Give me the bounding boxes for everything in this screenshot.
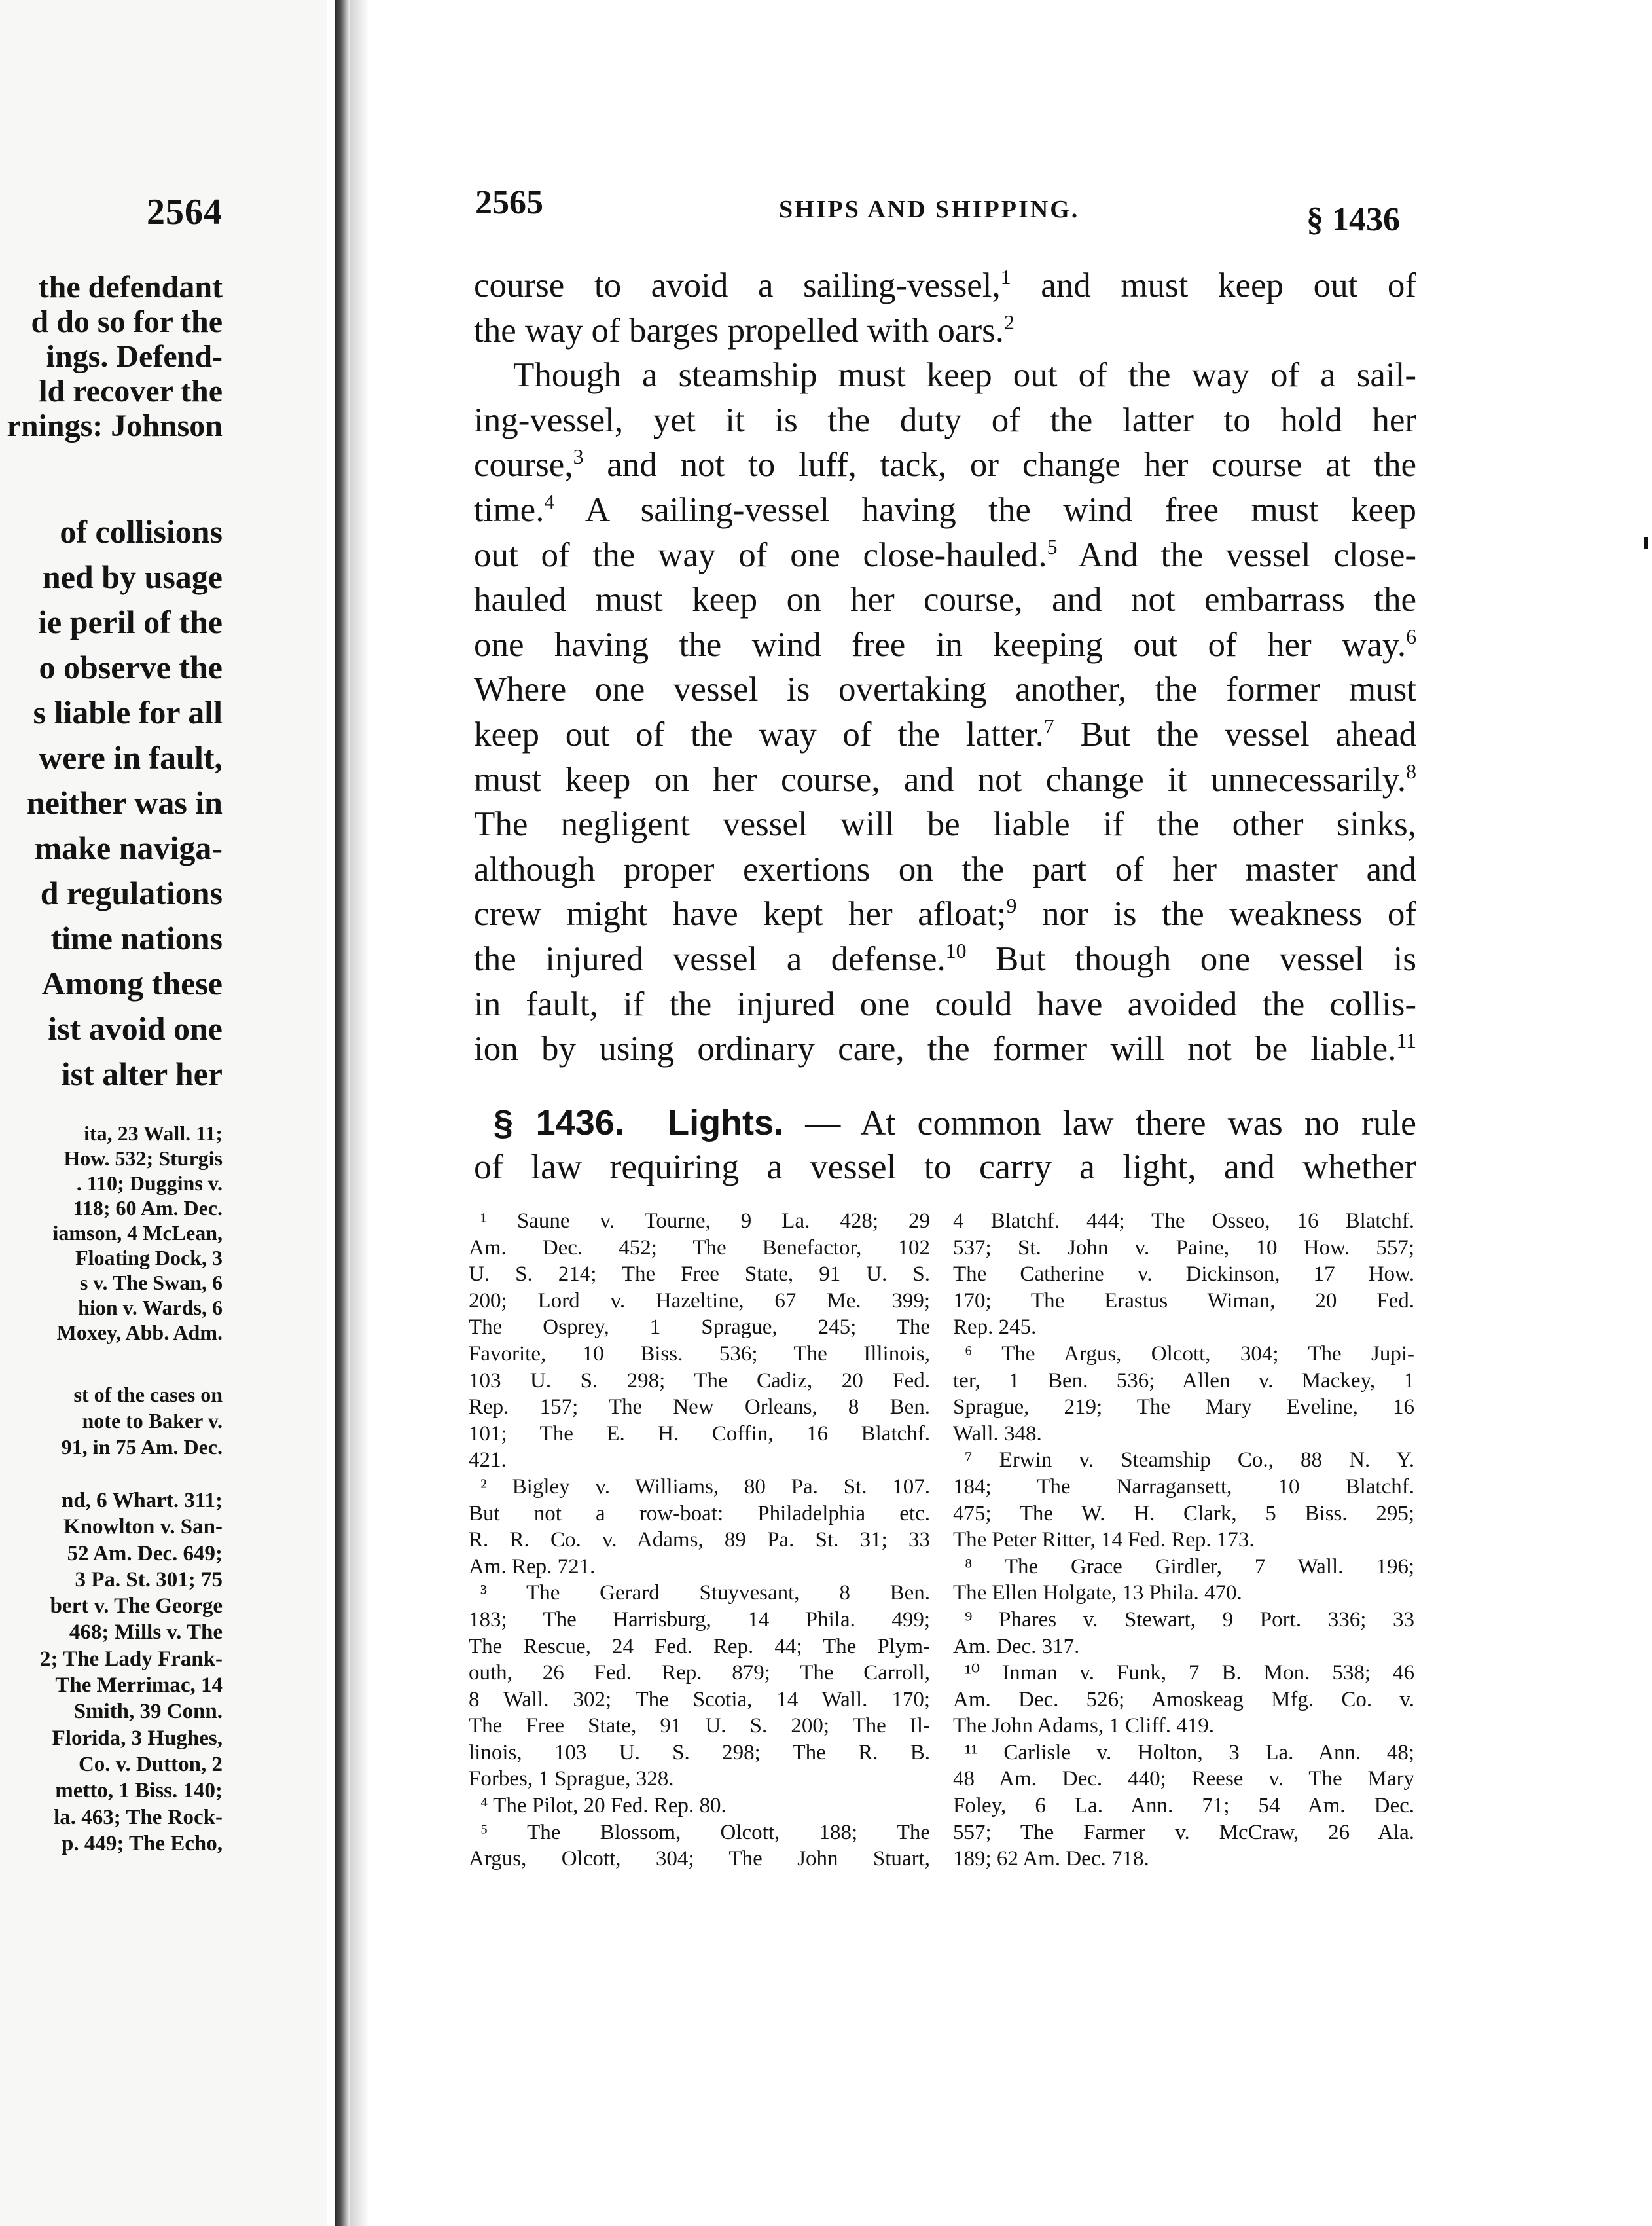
body-line [474, 847, 1416, 892]
body-line [474, 623, 1416, 668]
footnote-line: ² Bigley v. Williams, 80 Pa. St. 107. [480, 1474, 930, 1499]
footnotes-column-right [953, 1208, 1414, 1872]
footnote-line: Co. v. Dutton, 2 [78, 1752, 223, 1776]
footnote-line: ita, 23 Wall. 11; [84, 1122, 223, 1145]
footnote-line: ⁹ Phares v. Stewart, 9 Port. 336; 33 [965, 1607, 1414, 1632]
footnote-line: 2; The Lady Frank- [39, 1647, 223, 1671]
body-line [474, 398, 1416, 443]
body-line [474, 982, 1416, 1027]
left-upper-text [0, 270, 223, 443]
left-page-number: 2564 [147, 192, 223, 232]
body-line-text: course to avoid a sailing-vessel, [474, 266, 1001, 304]
footnote-line: Argus, Olcott, 304; The John Stuart, [469, 1847, 930, 1871]
section-symbol: § 1436. [494, 1103, 624, 1142]
text-line: were in fault, [39, 739, 223, 776]
footnote-line: 537; St. John v. Paine, 10 How. 557; [953, 1235, 1414, 1260]
page-shadow [350, 0, 369, 2226]
footnote-line: Wall. 348. [953, 1421, 1042, 1446]
body-line-rest: and must keep out of [1011, 266, 1416, 304]
footnote-line: Rep. 157; The New Orleans, 8 Ben. [469, 1395, 930, 1419]
left-footnotes-2 [0, 1381, 223, 1460]
body-line-text: time. [474, 490, 545, 529]
body-line-text: Where one vessel is overtaking another, the former must [474, 670, 1416, 709]
footnote-marker: 7 [1043, 714, 1054, 738]
body-text [474, 263, 1416, 1072]
footnote-line: st of the cases on [73, 1383, 223, 1406]
footnote-line: hion v. Wards, 6 [78, 1296, 223, 1319]
body-line-text: although proper exertions on the part of her master and [474, 850, 1416, 888]
footnote-line: metto, 1 Biss. 140; [55, 1779, 223, 1803]
footnote-line: outh, 26 Fed. Rep. 879; The Carroll, [469, 1661, 930, 1685]
footnote-line: 118; 60 Am. Dec. [73, 1196, 223, 1220]
body-line-text: hauled must keep on her course, and not embarrass the [474, 581, 1416, 619]
footnote-marker: 9 [1006, 894, 1017, 918]
footnote-line: The Osprey, 1 Sprague, 245; The [469, 1315, 930, 1340]
footnote-line: Favorite, 10 Biss. 536; The Illinois, [469, 1341, 930, 1366]
footnote-marker: 3 [573, 445, 584, 469]
footnote-line: la. 463; The Rock- [54, 1805, 223, 1829]
main-page [350, 0, 1652, 2226]
body-line-rest: A sailing-vessel having the wind free must keep [554, 490, 1416, 529]
body-line-text: keep out of the way of the latter. [474, 715, 1044, 754]
section-1436 [474, 1101, 1416, 1189]
section-reference: § 1436 [1306, 201, 1400, 238]
text-line: ist alter her [61, 1055, 223, 1092]
footnote-marker: 10 [945, 939, 967, 962]
footnote-line: ⁵ The Blossom, Olcott, 188; The [480, 1820, 930, 1844]
running-head: SHIPS AND SHIPPING. [779, 196, 1080, 223]
footnote-line: Floating Dock, 3 [75, 1246, 223, 1269]
body-line-text: ing-vessel, yet it is the duty of the latter to hold her [474, 401, 1416, 439]
body-line [474, 667, 1416, 712]
footnote-marker: 11 [1396, 1029, 1416, 1053]
footnote-line: note to Baker v. [82, 1409, 223, 1432]
text-line: d regulations [40, 875, 223, 911]
body-line [474, 1027, 1416, 1072]
footnote-line: 468; Mills v. The [69, 1620, 223, 1645]
body-line [474, 802, 1416, 847]
footnote-marker: 4 [544, 490, 555, 513]
footnote-line: How. 532; Sturgis [63, 1146, 223, 1170]
text-line: of collisions [60, 513, 223, 550]
body-line-text: the injured vessel a defense. [474, 940, 946, 978]
footnote-line: The Rescue, 24 Fed. Rep. 44; The Plym- [469, 1634, 930, 1658]
body-line-text: The negligent vessel will be liable if the other sinks, [474, 805, 1416, 844]
text-line: ned by usage [42, 558, 223, 595]
text-line: neither was in [26, 784, 223, 821]
footnote-line: Smith, 39 Conn. [73, 1700, 223, 1724]
footnote-line: Am. Rep. 721. [469, 1554, 596, 1578]
text-run: rnings: Johnson [7, 409, 223, 443]
body-line-rest: But though one vessel is [966, 940, 1416, 978]
body-line-text: must keep on her course, and not change it unnecessarily. [474, 760, 1407, 799]
footnote-line: 200; Lord v. Hazeltine, 67 Me. 399; [469, 1288, 930, 1313]
footnote-line: nd, 6 Whart. 311; [61, 1489, 223, 1512]
footnote-line: 189; 62 Am. Dec. 718. [953, 1847, 1149, 1871]
text-line: ist avoid one [48, 1010, 223, 1047]
body-line [474, 937, 1416, 982]
text-line: ings. Defend- [46, 339, 223, 374]
footnote-line: Sprague, 219; The Mary Eveline, 16 [953, 1395, 1414, 1419]
body-line [474, 712, 1416, 757]
text-line: o observe the [39, 649, 223, 685]
footnote-line: 8 Wall. 302; The Scotia, 14 Wall. 170; [469, 1687, 930, 1711]
footnote-line: The Ellen Holgate, 13 Phila. 470. [953, 1581, 1242, 1605]
footnote-line: 557; The Farmer v. McCraw, 26 Ala. [953, 1820, 1414, 1844]
footnote-marker: 8 [1406, 759, 1416, 783]
footnote-line: 170; The Erastus Wiman, 20 Fed. [953, 1288, 1414, 1313]
text-line: time nations [50, 920, 223, 957]
footnote-line: U. S. 214; The Free State, 91 U. S. [469, 1262, 930, 1286]
footnote-line: Am. Dec. 526; Amoskeag Mfg. Co. v. [953, 1687, 1414, 1711]
footnote-line: The John Adams, 1 Cliff. 419. [953, 1714, 1215, 1738]
footnote-line: 421. [469, 1448, 507, 1472]
footnote-line: The Free State, 91 U. S. 200; The Il- [469, 1714, 930, 1738]
footnote-line: The Merrimac, 14 [55, 1673, 223, 1698]
footnote-line: 4 Blatchf. 444; The Osseo, 16 Blatchf. [953, 1209, 1414, 1233]
body-line [474, 353, 1416, 398]
footnote-line: ¹⁰ Inman v. Funk, 7 B. Mon. 538; 46 [965, 1661, 1414, 1685]
body-line-text: crew might have kept her afloat; [474, 895, 1007, 934]
footnote-line: bert v. The George [50, 1594, 223, 1618]
footnote-line: 101; The E. H. Coffin, 16 Blatchf. [469, 1421, 930, 1446]
body-line-text: ion by using ordinary care, the former will not be liable. [474, 1030, 1397, 1068]
footnote-line: ter, 1 Ben. 536; Allen v. Mackey, 1 [953, 1368, 1414, 1393]
book-gutter [335, 0, 350, 2226]
left-footnotes-3 [0, 1487, 223, 1857]
footnotes-column-left [469, 1208, 930, 1872]
body-line [474, 308, 1416, 354]
footnote-line: 91, in 75 Am. Dec. [61, 1435, 223, 1459]
footnote-line: Rep. 245. [953, 1315, 1037, 1340]
footnote-line: linois, 103 U. S. 298; The R. B. [469, 1740, 930, 1764]
text-line: make naviga- [34, 830, 223, 866]
footnote-line: 103 U. S. 298; The Cadiz, 20 Fed. [469, 1368, 930, 1393]
section-title: Lights. [668, 1103, 784, 1142]
body-line-text: in fault, if the injured one could have avoided the collis- [474, 985, 1416, 1023]
footnote-line: Knowlton v. San- [63, 1515, 223, 1539]
body-line-rest: and not to luff, tack, or change her course at the [583, 446, 1416, 484]
text-line: the defendant [38, 270, 223, 304]
footnote-line: Florida, 3 Hughes, [52, 1726, 223, 1750]
body-line-text: one having the wind free in keeping out of her way. [474, 625, 1407, 664]
section-line1-text: At common law there was no rule [860, 1103, 1416, 1142]
footnote-marker: 2 [1003, 310, 1015, 334]
body-line-rest: And the vessel close- [1057, 536, 1417, 574]
body-line-text: course, [474, 446, 573, 484]
footnote-line: Am. Dec. 317. [953, 1634, 1080, 1658]
footnote-line: p. 449; The Echo, [61, 1831, 223, 1855]
footnote-line: The Catherine v. Dickinson, 17 How. [953, 1262, 1414, 1286]
margin-mark [1644, 537, 1648, 549]
body-line-text: Though a steamship must keep out of the way of a sail- [513, 356, 1416, 395]
footnote-line: 184; The Narragansett, 10 Blatchf. [953, 1474, 1414, 1499]
footnote-marker: 5 [1047, 535, 1058, 558]
body-line-rest: But the vessel ahead [1054, 715, 1416, 754]
section-dash: — [783, 1103, 861, 1142]
left-body-text [0, 509, 223, 1097]
body-line [474, 443, 1416, 488]
footnote-line: ⁴ The Pilot, 20 Fed. Rep. 80. [480, 1794, 727, 1818]
footnote-line: ⁶ The Argus, Olcott, 304; The Jupi- [965, 1341, 1414, 1366]
footnote-line: . 110; Duggins v. [76, 1171, 223, 1195]
footnote-line: Foley, 6 La. Ann. 71; 54 Am. Dec. [953, 1794, 1414, 1818]
footnote-line: 3 Pa. St. 301; 75 [75, 1567, 223, 1592]
footnote-line: ¹ Saune v. Tourne, 9 La. 428; 29 [480, 1209, 930, 1233]
body-line [474, 263, 1416, 308]
text-line: ld recover the [39, 374, 223, 409]
footnote-line: s v. The Swan, 6 [79, 1271, 223, 1294]
footnote-marker: 6 [1406, 625, 1416, 648]
body-line-text: the way of barges propelled with oars. [474, 311, 1004, 350]
section-heading-line [474, 1101, 1416, 1145]
footnote-line: ⁷ Erwin v. Steamship Co., 88 N. Y. [965, 1448, 1414, 1472]
text-line: Among these [41, 965, 223, 1002]
body-line [474, 577, 1416, 623]
page-number: 2565 [475, 184, 543, 221]
footnote-marker: 1 [1000, 265, 1011, 289]
footnote-line: 475; The W. H. Clark, 5 Biss. 295; [953, 1501, 1414, 1525]
body-line-rest: nor is the weakness of [1016, 895, 1416, 934]
footnote-line: But not a row-boat: Philadelphia etc. [469, 1501, 930, 1525]
body-line [474, 892, 1416, 937]
footnote-line: R. R. Co. v. Adams, 89 Pa. St. 31; 33 [469, 1528, 930, 1552]
text-line: d do so for the [31, 304, 223, 339]
text-line [0, 409, 223, 443]
footnote-line: 183; The Harrisburg, 14 Phila. 499; [469, 1607, 930, 1632]
footnote-line: ⁸ The Grace Girdler, 7 Wall. 196; [965, 1554, 1414, 1578]
text-line: ie peril of the [38, 604, 223, 640]
body-line-text: out of the way of one close-hauled. [474, 536, 1047, 574]
footnote-line: 48 Am. Dec. 440; Reese v. The Mary [953, 1767, 1414, 1791]
body-line [474, 488, 1416, 533]
body-line [474, 533, 1416, 578]
footnote-line: Moxey, Abb. Adm. [56, 1321, 223, 1344]
footnote-line: ¹¹ Carlisle v. Holton, 3 La. Ann. 48; [965, 1740, 1414, 1764]
footnote-line: iamson, 4 McLean, [52, 1221, 223, 1245]
footnote-line: Am. Dec. 452; The Benefactor, 102 [469, 1235, 930, 1260]
body-line [474, 757, 1416, 803]
previous-page-fragment [0, 0, 327, 2226]
footnote-line: Forbes, 1 Sprague, 328. [469, 1767, 674, 1791]
text-line: s liable for all [33, 694, 223, 731]
left-footnotes-1 [0, 1121, 223, 1345]
footnote-line: 52 Am. Dec. 649; [67, 1541, 223, 1565]
footnote-line: ³ The Gerard Stuyvesant, 8 Ben. [480, 1581, 930, 1605]
footnote-line: The Peter Ritter, 14 Fed. Rep. 173. [953, 1528, 1255, 1552]
section-line-2: of law requiring a vessel to carry a light, and whether [474, 1147, 1416, 1186]
